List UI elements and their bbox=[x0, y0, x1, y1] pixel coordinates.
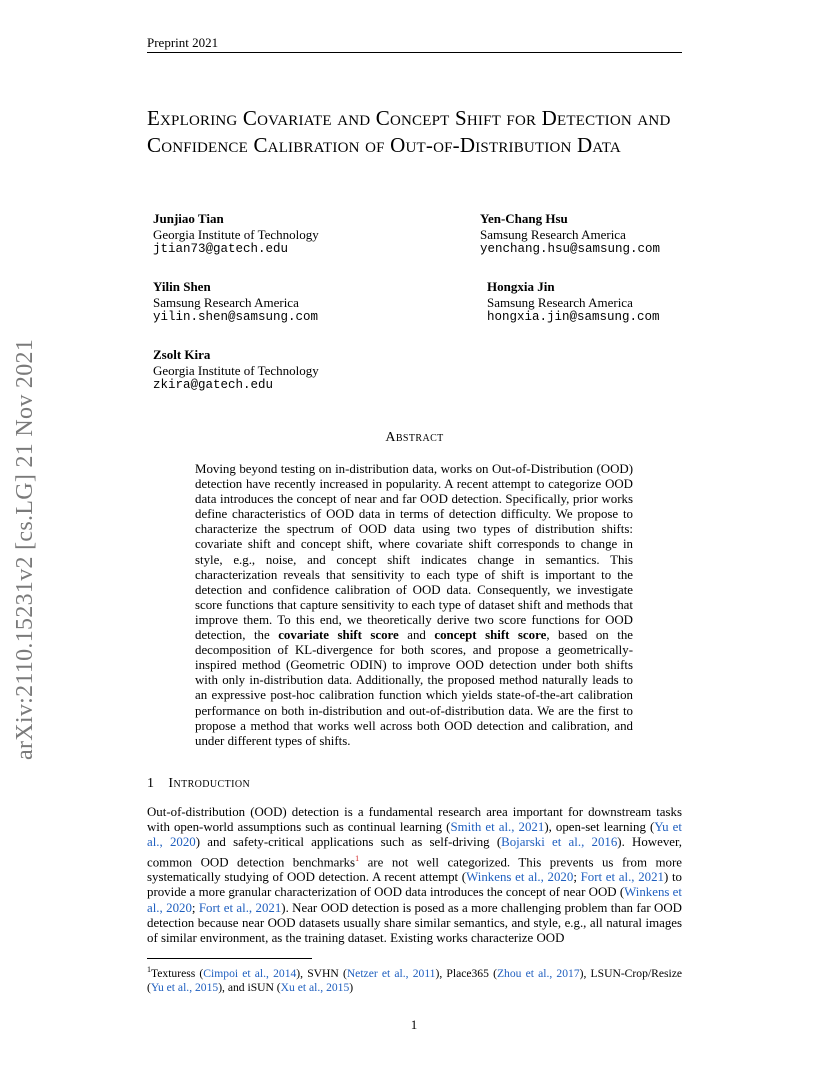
author-block bbox=[153, 279, 318, 326]
intro-text: ), open-set learning ( bbox=[544, 820, 655, 835]
abstract-text: Moving beyond testing on in-distribution data, works on Out-of-Distribution (OOD) detection have recently increased in popularity. A recent attempt to categorize OOD data introduces the concept of near and far OOD detection. Specifically, prior works define characteristics of OOD data in terms of detection difficulty. We propose to characterize the spectrum of OOD data using two types of distribution shifts: covariate shift and concept shift, where covariate shift corresponds to change in style, e.g., noise, and concept shift indicates change in semantics. This characterization reveals that sensitivity to each type of shift is important to the detection and confidence calibration of OOD data. Consequently, we investigate score functions that capture sensitivity to each type of dataset shift and methods that improve them. To this end, we theoretically derive two score functions for OOD detection, the bbox=[195, 462, 633, 643]
footnote-rule bbox=[147, 958, 312, 959]
author-affiliation: Samsung Research America bbox=[153, 294, 299, 310]
abstract-bold-term: covariate shift score bbox=[278, 628, 399, 643]
author-email[interactable]: jtian73@gatech.edu bbox=[153, 242, 289, 256]
author-name: Junjiao Tian bbox=[153, 211, 224, 226]
section-title: Introduction bbox=[168, 776, 251, 791]
author-email[interactable]: hongxia.jin@samsung.com bbox=[487, 310, 660, 324]
author-block bbox=[153, 211, 319, 258]
footnote-text: ), SVHN ( bbox=[296, 966, 347, 980]
citation-link[interactable]: Yu et al., 2020 bbox=[147, 820, 682, 850]
abstract-heading: Abstract bbox=[385, 430, 444, 445]
footnote-text: ), Place365 ( bbox=[435, 966, 497, 980]
citation-link[interactable]: Bojarski et al., 2016 bbox=[501, 835, 618, 850]
intro-text: ; bbox=[573, 870, 581, 885]
author-email[interactable]: yenchang.hsu@samsung.com bbox=[480, 242, 661, 256]
author-block bbox=[480, 211, 660, 258]
abstract-body bbox=[195, 462, 633, 749]
section-number: 1 bbox=[147, 776, 155, 791]
citation-link[interactable]: Yu et al., 2015 bbox=[150, 980, 219, 994]
introduction-body bbox=[147, 805, 682, 946]
intro-text: ). However, common OOD detection benchmarks bbox=[147, 835, 682, 869]
author-block bbox=[487, 279, 660, 326]
footnote-text: Texturess ( bbox=[151, 966, 204, 980]
citation-link[interactable]: Fort et al., 2021 bbox=[580, 870, 664, 885]
intro-text: Out-of-distribution (OOD) detection is a fundamental research area important for downstream tasks with open-world assumptions such as continual learning ( bbox=[147, 805, 682, 835]
author-name: Yen-Chang Hsu bbox=[480, 211, 568, 226]
footnote-number: 1 bbox=[147, 965, 151, 974]
intro-text: ). Near OOD detection is posed as a more challenging problem than far OOD detection because near OOD datasets usually share similar semantics, and style, e.g., all natural images of similar environment, as the training dataset. Existing works characterize OOD bbox=[147, 900, 682, 945]
footnote bbox=[147, 963, 682, 995]
intro-text: ; bbox=[191, 900, 199, 915]
abstract-text: , based on the decomposition of KL-divergence for both scores, and propose a geometrically-inspired method (Geometric ODIN) to improve OOD detection under both shifts with only in-distribution data. Additionally, the proposed method naturally leads to an expressive post-hoc calibration function which yields state-of-the-art calibration performance on both in-distribution and out-of-distribution data. We are the first to propose a method that works well across both OOD detection and calibration, and under different types of shifts. bbox=[195, 628, 633, 748]
footnote-text: ) bbox=[349, 980, 354, 994]
arxiv-identifier: arXiv:2110.15231v2 [cs.LG] 21 Nov 2021 bbox=[12, 338, 38, 760]
author-affiliation: Samsung Research America bbox=[480, 226, 626, 242]
intro-text: ) to provide a more granular characterization of OOD data introduces the concept of near OOD ( bbox=[147, 870, 682, 900]
author-name: Yilin Shen bbox=[153, 279, 211, 294]
author-affiliation: Georgia Institute of Technology bbox=[153, 362, 319, 378]
author-name: Hongxia Jin bbox=[487, 279, 555, 294]
citation-link[interactable]: Cimpoi et al., 2014 bbox=[203, 966, 297, 980]
footnote-text: ), and iSUN ( bbox=[218, 980, 281, 994]
author-email[interactable]: yilin.shen@samsung.com bbox=[153, 310, 319, 324]
citation-link[interactable]: Winkens et al., 2020 bbox=[466, 870, 574, 885]
paper-title: Exploring Covariate and Concept Shift for Detection and Confidence Calibration of Out-of-Distribution Data bbox=[147, 106, 671, 157]
abstract-bold-term: concept shift score bbox=[434, 628, 547, 643]
author-block bbox=[153, 347, 319, 394]
author-affiliation: Georgia Institute of Technology bbox=[153, 226, 319, 242]
header-rule bbox=[147, 52, 682, 53]
citation-link[interactable]: Fort et al., 2021 bbox=[198, 900, 282, 915]
running-header: Preprint 2021 bbox=[147, 35, 219, 50]
citation-link[interactable]: Netzer et al., 2011 bbox=[346, 966, 436, 980]
author-affiliation: Samsung Research America bbox=[487, 294, 633, 310]
author-email[interactable]: zkira@gatech.edu bbox=[153, 378, 274, 392]
citation-link[interactable]: Smith et al., 2021 bbox=[450, 820, 545, 835]
footnote-text: ), LSUN-Crop/Resize ( bbox=[147, 966, 682, 994]
citation-link[interactable]: Winkens et al., 2020 bbox=[147, 885, 682, 915]
author-name: Zsolt Kira bbox=[153, 347, 211, 362]
section-heading bbox=[147, 776, 250, 792]
citation-link[interactable]: Zhou et al., 2017 bbox=[496, 966, 580, 980]
citation-link[interactable]: Xu et al., 2015 bbox=[280, 980, 350, 994]
page-number: 1 bbox=[410, 1017, 418, 1032]
intro-text: are not well categorized. This prevents us from more systematically studying of OOD detection. A recent attempt ( bbox=[147, 854, 682, 885]
intro-text: ) and safety-critical applications such as self-driving ( bbox=[195, 835, 502, 850]
abstract-text: and bbox=[398, 628, 435, 643]
footnote-marker[interactable]: 1 bbox=[355, 853, 360, 863]
